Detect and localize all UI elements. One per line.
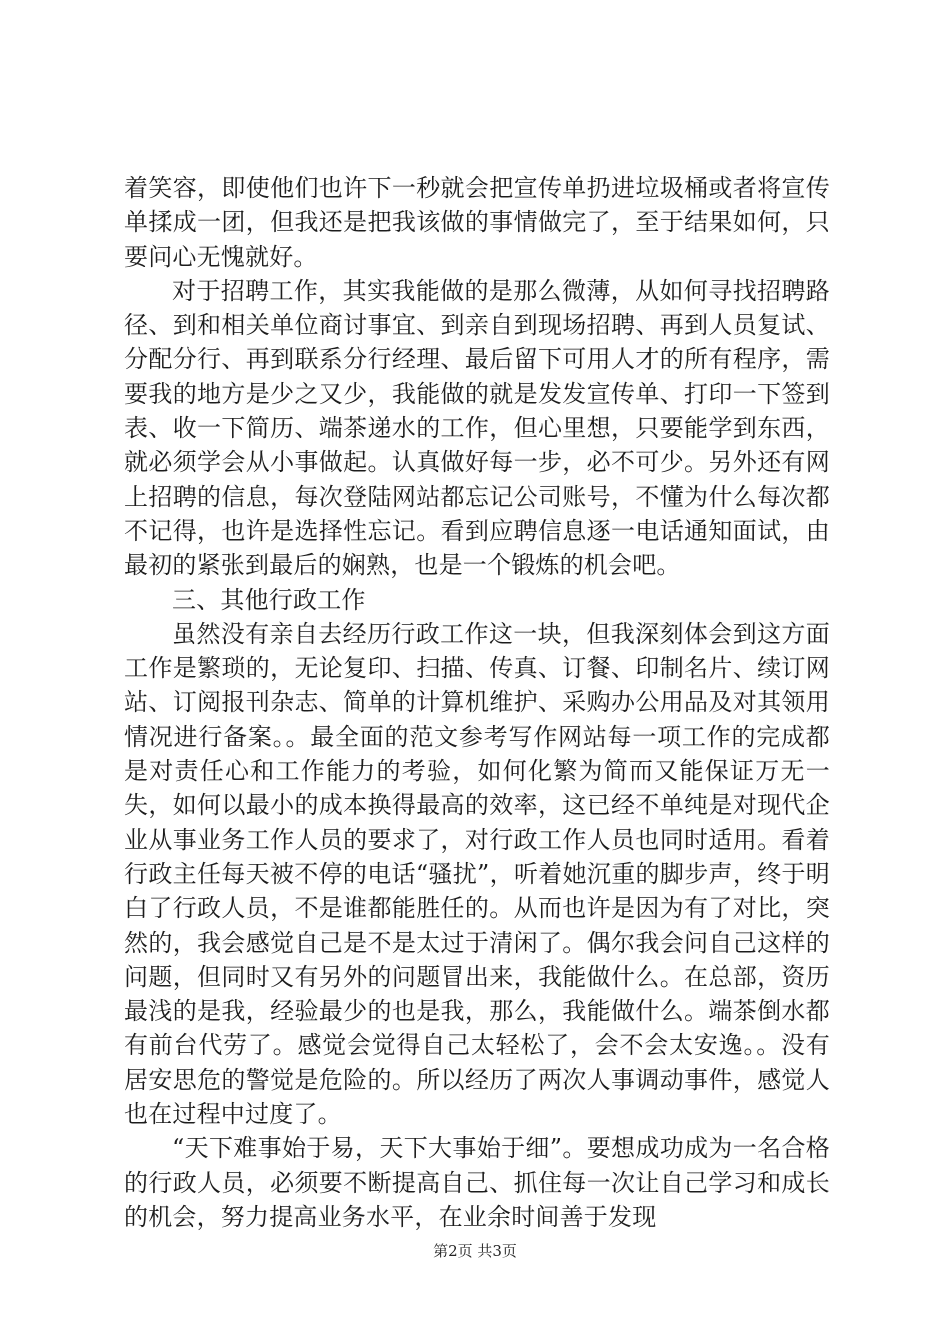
page-number-footer: 第2页 共3页 <box>433 1242 517 1260</box>
paragraph-recruitment: 对于招聘工作，其实我能做的是那么微薄，从如何寻找招聘路径、到和相关单位商讨事宜、到亲自到现场招聘、再到人员复试、分配分行、再到联系分行经理、最后留下可用人才的所有程序，需要我的地方是少之又少，我能做的就是发发宣传单、打印一下签到表、收一下简历、端茶递水的工作，但心里想，只要能学到东西，就必须学会从小事做起。认真做好每一步，必不可少。另外还有网上招聘的信息，每次登陆网站都忘记公司账号，不懂为什么每次都不记得，也许是选择性忘记。看到应聘信息逐一电话通知面试，由最初的紧张到最后的娴熟，也是一个锻炼的机会吧。 <box>124 276 830 580</box>
paragraph-admin-work: 虽然没有亲自去经历行政工作这一块，但我深刻体会到这方面工作是繁琐的，无论复印、扫描、传真、订餐、印制名片、续订网站、订阅报刊杂志、简单的计算机维护、采购办公用品及对其领用情况进行备案。。最全面的范文参考写作网站每一项工作的完成都是对责任心和工作能力的考验，如何化繁为简而又能保证万无一失，如何以最小的成本换得最高的效率，这已经不单纯是对现代企业从事业务工作人员的要求了，对行政工作人员也同时适用。看着行政主任每天被不停的电话“骚扰”，听着她沉重的脚步声，终于明白了行政人员，不是谁都能胜任的。从而也许是因为有了对比，突然的，我会感觉自己是不是太过于清闲了。偶尔我会问自己这样的问题，但同时又有另外的问题冒出来，我能做什么。在总部，资历最浅的是我，经验最少的也是我，那么，我能做什么。端茶倒水都有前台代劳了。感觉会觉得自己太轻松了，会不会太安逸。。没有居安思危的警觉是危险的。所以经历了两次人事调动事件，感觉人也在过程中过度了。 <box>124 619 830 1129</box>
section-heading: 三、其他行政工作 <box>172 585 366 614</box>
paragraph-conclusion: “天下难事始于易，天下大事始于细”。要想成功成为一名合格的行政人员，必须要不断提高自己、抓住每一次让自己学习和成长的机会，努力提高业务水平，在业余时间善于发现 <box>124 1134 830 1231</box>
paragraph-continuation: 着笑容，即使他们也许下一秒就会把宣传单扔进垃圾桶或者将宣传单揉成一团，但我还是把我该做的事情做完了，至于结果如何，只要问心无愧就好。 <box>124 174 830 271</box>
document-body <box>124 171 830 1234</box>
